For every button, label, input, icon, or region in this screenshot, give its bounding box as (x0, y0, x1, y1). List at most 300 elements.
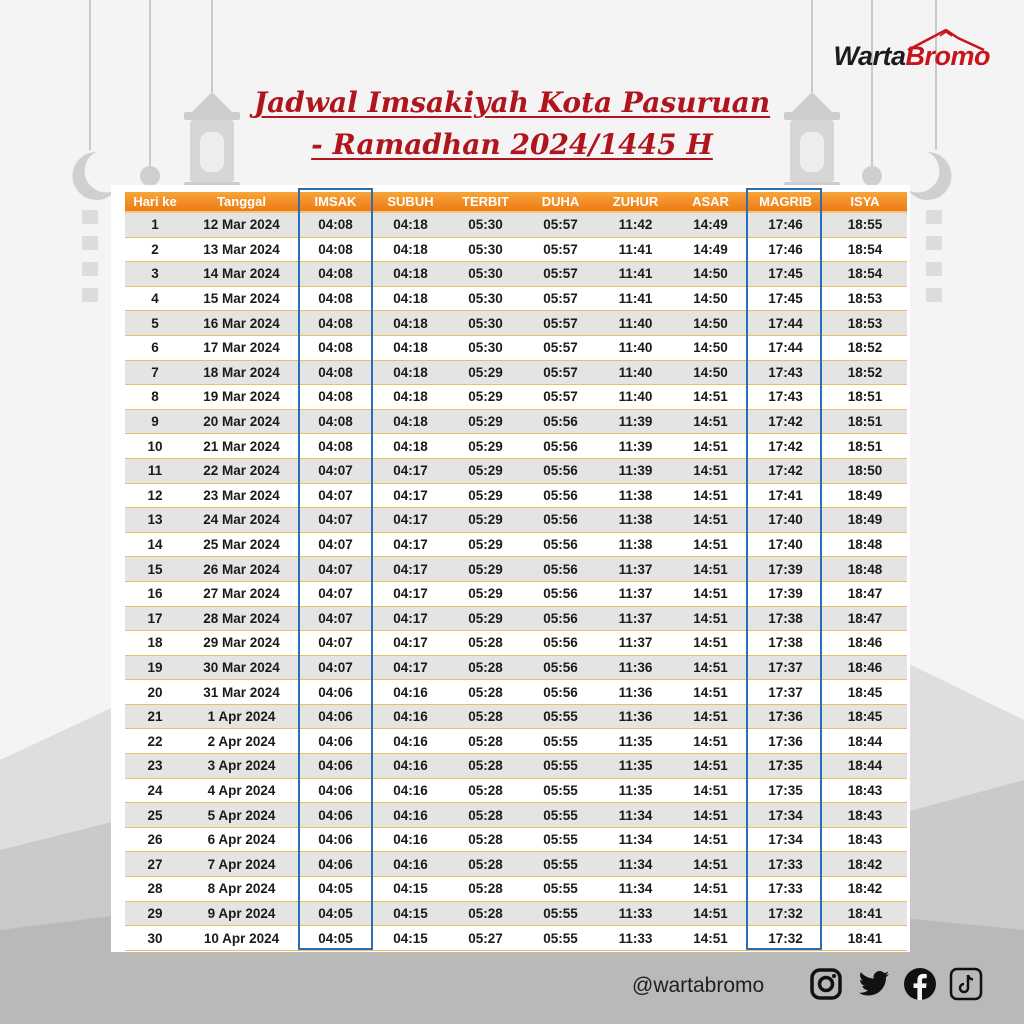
table-cell: 04:16 (373, 803, 448, 828)
table-cell: 10 (125, 434, 185, 459)
table-cell: 14:50 (673, 311, 748, 336)
table-row (125, 532, 907, 557)
table-row (125, 803, 907, 828)
logo-word-warta: Warta (833, 41, 906, 71)
facebook-icon[interactable] (902, 966, 938, 1002)
table-cell: 05:28 (448, 631, 523, 656)
table-cell: 17:33 (748, 852, 823, 877)
table-cell: 04:15 (373, 877, 448, 902)
table-cell: 17:40 (748, 532, 823, 557)
table-row (125, 557, 907, 582)
table-cell: 04:18 (373, 286, 448, 311)
table-cell: 04:08 (298, 385, 373, 410)
table-cell: 20 (125, 680, 185, 705)
table-cell: 31 Mar 2024 (185, 680, 298, 705)
table-cell: 14:51 (673, 557, 748, 582)
table-cell: 05:55 (523, 877, 598, 902)
table-cell: 17:37 (748, 680, 823, 705)
table-cell: 11:34 (598, 877, 673, 902)
table-row (125, 901, 907, 926)
table-cell: 14:50 (673, 360, 748, 385)
table-cell: 04:15 (373, 901, 448, 926)
table-cell: 05:57 (523, 360, 598, 385)
table-cell: 5 Apr 2024 (185, 803, 298, 828)
table-cell: 28 (125, 877, 185, 902)
table-cell: 05:57 (523, 335, 598, 360)
table-cell: 05:28 (448, 803, 523, 828)
table-cell: 17:33 (748, 877, 823, 902)
table-cell: 18:48 (823, 557, 907, 582)
table-cell: 05:29 (448, 532, 523, 557)
column-header: ASAR (673, 192, 748, 212)
twitter-icon[interactable] (856, 966, 892, 1002)
table-cell: 04:07 (298, 557, 373, 582)
table-cell: 21 Mar 2024 (185, 434, 298, 459)
table-cell: 18:51 (823, 409, 907, 434)
table-cell: 2 (125, 237, 185, 262)
table-row (125, 631, 907, 656)
table-cell: 11:34 (598, 852, 673, 877)
table-cell: 17:32 (748, 901, 823, 926)
table-cell: 18:54 (823, 237, 907, 262)
table-cell: 17 (125, 606, 185, 631)
table-cell: 05:57 (523, 286, 598, 311)
table-cell: 28 Mar 2024 (185, 606, 298, 631)
table-cell: 22 Mar 2024 (185, 458, 298, 483)
table-cell: 12 (125, 483, 185, 508)
table-cell: 04:16 (373, 729, 448, 754)
table-cell: 24 (125, 778, 185, 803)
table-cell: 6 Apr 2024 (185, 827, 298, 852)
column-header: Hari ke (125, 192, 185, 212)
table-row (125, 409, 907, 434)
table-row (125, 877, 907, 902)
table-row (125, 335, 907, 360)
table-cell: 14:51 (673, 606, 748, 631)
table-cell: 04:08 (298, 262, 373, 287)
table-cell: 05:30 (448, 237, 523, 262)
table-cell: 15 (125, 557, 185, 582)
column-header: Tanggal (185, 192, 298, 212)
table-row (125, 212, 907, 237)
table-cell: 18:52 (823, 335, 907, 360)
table-cell: 05:30 (448, 286, 523, 311)
table-cell: 14:49 (673, 212, 748, 237)
table-cell: 11:37 (598, 581, 673, 606)
table-cell: 18:45 (823, 680, 907, 705)
tiktok-icon[interactable] (948, 966, 984, 1002)
table-cell: 10 Apr 2024 (185, 926, 298, 951)
table-cell: 04:17 (373, 581, 448, 606)
table-cell: 05:56 (523, 409, 598, 434)
table-cell: 05:57 (523, 385, 598, 410)
table-cell: 11:34 (598, 803, 673, 828)
table-cell: 26 (125, 827, 185, 852)
table-cell: 05:57 (523, 237, 598, 262)
table-cell: 17:35 (748, 778, 823, 803)
table-cell: 05:29 (448, 434, 523, 459)
table-cell: 18:46 (823, 655, 907, 680)
table-cell: 13 Mar 2024 (185, 237, 298, 262)
table-cell: 18:54 (823, 262, 907, 287)
table-cell: 04:15 (373, 926, 448, 951)
table-cell: 18:50 (823, 458, 907, 483)
table-cell: 14:51 (673, 483, 748, 508)
table-cell: 04:08 (298, 212, 373, 237)
wartabromo-logo (770, 28, 990, 76)
table-cell: 14:51 (673, 778, 748, 803)
logo-word-bromo: Bromo (905, 41, 990, 71)
table-cell: 23 (125, 754, 185, 779)
table-cell: 04:08 (298, 335, 373, 360)
table-cell: 04:06 (298, 754, 373, 779)
table-cell: 04:07 (298, 483, 373, 508)
table-cell: 04:17 (373, 483, 448, 508)
table-row (125, 606, 907, 631)
table-cell: 04:06 (298, 680, 373, 705)
table-cell: 15 Mar 2024 (185, 286, 298, 311)
table-cell: 11:38 (598, 508, 673, 533)
table-cell: 14:51 (673, 852, 748, 877)
title-line-1: Jadwal Imsakiyah Kota Pasuruan (253, 86, 771, 119)
table-cell: 3 Apr 2024 (185, 754, 298, 779)
table-cell: 17:42 (748, 434, 823, 459)
table-cell: 17:38 (748, 606, 823, 631)
table-cell: 17:43 (748, 385, 823, 410)
table-cell: 18:41 (823, 926, 907, 951)
table-cell: 05:56 (523, 680, 598, 705)
table-cell: 04:08 (298, 237, 373, 262)
social-handle[interactable]: @wartabromo (632, 974, 765, 997)
table-cell: 14:51 (673, 458, 748, 483)
table-cell: 17:41 (748, 483, 823, 508)
table-row (125, 458, 907, 483)
table-cell: 20 Mar 2024 (185, 409, 298, 434)
table-cell: 05:28 (448, 901, 523, 926)
table-cell: 17:43 (748, 360, 823, 385)
table-cell: 04:18 (373, 212, 448, 237)
table-row (125, 508, 907, 533)
table-cell: 16 Mar 2024 (185, 311, 298, 336)
table-cell: 30 Mar 2024 (185, 655, 298, 680)
table-cell: 22 (125, 729, 185, 754)
column-header: IMSAK (298, 192, 373, 212)
table-cell: 11:42 (598, 212, 673, 237)
table-cell: 04:06 (298, 704, 373, 729)
table-cell: 05:57 (523, 311, 598, 336)
table-row (125, 385, 907, 410)
column-header: ZUHUR (598, 192, 673, 212)
table-row (125, 581, 907, 606)
table-cell: 14:50 (673, 335, 748, 360)
table-cell: 04:07 (298, 606, 373, 631)
table-cell: 05:29 (448, 483, 523, 508)
table-cell: 04:17 (373, 508, 448, 533)
table-cell: 05:55 (523, 926, 598, 951)
table-cell: 18:53 (823, 311, 907, 336)
table-cell: 27 (125, 852, 185, 877)
table-cell: 11:40 (598, 385, 673, 410)
table-cell: 11:37 (598, 557, 673, 582)
table-cell: 14:51 (673, 704, 748, 729)
table-row (125, 729, 907, 754)
table-cell: 05:56 (523, 458, 598, 483)
table-cell: 05:28 (448, 877, 523, 902)
table-cell: 14:51 (673, 926, 748, 951)
table-cell: 05:30 (448, 212, 523, 237)
table-cell: 12 Mar 2024 (185, 212, 298, 237)
table-cell: 05:55 (523, 803, 598, 828)
table-cell: 18:44 (823, 729, 907, 754)
table-cell: 04:06 (298, 778, 373, 803)
table-cell: 04:16 (373, 827, 448, 852)
table-cell: 05:28 (448, 680, 523, 705)
table-cell: 05:28 (448, 729, 523, 754)
table-cell: 14:51 (673, 631, 748, 656)
table-cell: 14:51 (673, 729, 748, 754)
table-cell: 05:55 (523, 754, 598, 779)
table-cell: 14 Mar 2024 (185, 262, 298, 287)
table-cell: 04:18 (373, 385, 448, 410)
table-cell: 05:29 (448, 385, 523, 410)
table-cell: 17:35 (748, 754, 823, 779)
table-cell: 17:45 (748, 262, 823, 287)
table-cell: 18:52 (823, 360, 907, 385)
table-cell: 11:35 (598, 754, 673, 779)
table-cell: 2 Apr 2024 (185, 729, 298, 754)
table-cell: 18:44 (823, 754, 907, 779)
table-cell: 05:57 (523, 212, 598, 237)
table-cell: 05:56 (523, 508, 598, 533)
table-cell: 05:56 (523, 434, 598, 459)
table-cell: 17:44 (748, 335, 823, 360)
table-cell: 05:56 (523, 532, 598, 557)
table-row (125, 360, 907, 385)
table-cell: 30 (125, 926, 185, 951)
table-row (125, 655, 907, 680)
table-cell: 11:34 (598, 827, 673, 852)
table-cell: 04:18 (373, 360, 448, 385)
table-cell: 6 (125, 335, 185, 360)
table-cell: 21 (125, 704, 185, 729)
table-row (125, 262, 907, 287)
table-cell: 04:06 (298, 729, 373, 754)
table-cell: 14:50 (673, 262, 748, 287)
table-cell: 05:28 (448, 852, 523, 877)
table-cell: 17:34 (748, 803, 823, 828)
table-cell: 14:51 (673, 877, 748, 902)
table-cell: 18:42 (823, 877, 907, 902)
table-cell: 11:33 (598, 901, 673, 926)
table-cell: 9 (125, 409, 185, 434)
table-cell: 05:56 (523, 631, 598, 656)
table-cell: 8 Apr 2024 (185, 877, 298, 902)
table-cell: 04:07 (298, 458, 373, 483)
table-cell: 04:17 (373, 532, 448, 557)
table-cell: 11:39 (598, 409, 673, 434)
table-cell: 17:38 (748, 631, 823, 656)
table-cell: 18:47 (823, 581, 907, 606)
table-cell: 05:56 (523, 606, 598, 631)
table-cell: 05:29 (448, 458, 523, 483)
table-cell: 05:56 (523, 557, 598, 582)
table-cell: 11:40 (598, 360, 673, 385)
table-cell: 14:51 (673, 409, 748, 434)
table-cell: 17:44 (748, 311, 823, 336)
table-cell: 05:29 (448, 557, 523, 582)
column-header: DUHA (523, 192, 598, 212)
table-row (125, 434, 907, 459)
table-cell: 04:06 (298, 803, 373, 828)
table-cell: 18 Mar 2024 (185, 360, 298, 385)
table-cell: 04:17 (373, 557, 448, 582)
table-cell: 05:55 (523, 852, 598, 877)
table-cell: 04:08 (298, 311, 373, 336)
table-cell: 04:16 (373, 778, 448, 803)
table-cell: 24 Mar 2024 (185, 508, 298, 533)
table-cell: 17 Mar 2024 (185, 335, 298, 360)
table-cell: 05:57 (523, 262, 598, 287)
table-cell: 04:06 (298, 827, 373, 852)
table-cell: 14:51 (673, 434, 748, 459)
table-cell: 11:35 (598, 778, 673, 803)
table-cell: 05:30 (448, 311, 523, 336)
table-cell: 05:55 (523, 901, 598, 926)
table-cell: 04:16 (373, 852, 448, 877)
table-cell: 7 (125, 360, 185, 385)
table-cell: 18:49 (823, 483, 907, 508)
table-cell: 04:07 (298, 532, 373, 557)
table-cell: 04:08 (298, 409, 373, 434)
page-title (0, 82, 1024, 166)
table-cell: 14:51 (673, 581, 748, 606)
table-cell: 18:51 (823, 385, 907, 410)
table-cell: 05:27 (448, 926, 523, 951)
table-cell: 18:43 (823, 778, 907, 803)
column-header: ISYA (823, 192, 907, 212)
table-cell: 19 Mar 2024 (185, 385, 298, 410)
table-cell: 18:53 (823, 286, 907, 311)
table-cell: 11:37 (598, 606, 673, 631)
table-cell: 16 (125, 581, 185, 606)
table-cell: 14:51 (673, 385, 748, 410)
table-cell: 17:32 (748, 926, 823, 951)
table-row (125, 286, 907, 311)
table-cell: 04:16 (373, 754, 448, 779)
table-cell: 05:30 (448, 262, 523, 287)
table-cell: 14 (125, 532, 185, 557)
table-row (125, 827, 907, 852)
table-cell: 14:51 (673, 655, 748, 680)
table-cell: 04:05 (298, 901, 373, 926)
column-header: MAGRIB (748, 192, 823, 212)
table-row (125, 704, 907, 729)
table-cell: 05:56 (523, 483, 598, 508)
table-cell: 17:34 (748, 827, 823, 852)
table-cell: 18:43 (823, 803, 907, 828)
table-cell: 11 (125, 458, 185, 483)
table-cell: 19 (125, 655, 185, 680)
table-cell: 14:51 (673, 901, 748, 926)
table-row (125, 926, 907, 951)
table-cell: 4 Apr 2024 (185, 778, 298, 803)
table-cell: 18:49 (823, 508, 907, 533)
table-cell: 17:46 (748, 237, 823, 262)
table-cell: 18:51 (823, 434, 907, 459)
table-cell: 14:51 (673, 532, 748, 557)
table-cell: 18 (125, 631, 185, 656)
table-cell: 13 (125, 508, 185, 533)
table-cell: 17:45 (748, 286, 823, 311)
table-cell: 05:55 (523, 827, 598, 852)
instagram-icon[interactable] (808, 966, 844, 1002)
social-icons (808, 966, 988, 1006)
table-cell: 17:36 (748, 729, 823, 754)
table-cell: 04:07 (298, 631, 373, 656)
table-cell: 14:51 (673, 803, 748, 828)
table-cell: 04:18 (373, 409, 448, 434)
table-cell: 5 (125, 311, 185, 336)
table-cell: 11:40 (598, 335, 673, 360)
table-cell: 18:47 (823, 606, 907, 631)
table-cell: 18:46 (823, 631, 907, 656)
table-cell: 05:28 (448, 704, 523, 729)
table-cell: 05:28 (448, 827, 523, 852)
table-cell: 05:56 (523, 581, 598, 606)
table-cell: 11:38 (598, 532, 673, 557)
table-cell: 9 Apr 2024 (185, 901, 298, 926)
table-cell: 05:56 (523, 655, 598, 680)
table-cell: 04:07 (298, 655, 373, 680)
table-body (125, 212, 907, 950)
table-cell: 05:28 (448, 778, 523, 803)
table-cell: 04:17 (373, 606, 448, 631)
table-cell: 17:42 (748, 458, 823, 483)
table-cell: 11:36 (598, 680, 673, 705)
table-row (125, 778, 907, 803)
table-cell: 29 Mar 2024 (185, 631, 298, 656)
table-cell: 04:08 (298, 434, 373, 459)
table-cell: 04:18 (373, 237, 448, 262)
table-header-row (125, 192, 907, 212)
table-cell: 04:16 (373, 704, 448, 729)
table-cell: 05:29 (448, 409, 523, 434)
table-cell: 05:28 (448, 754, 523, 779)
table-cell: 05:29 (448, 606, 523, 631)
table-cell: 04:05 (298, 926, 373, 951)
table-cell: 1 (125, 212, 185, 237)
table-cell: 14:50 (673, 286, 748, 311)
table-cell: 04:18 (373, 262, 448, 287)
table-cell: 14:51 (673, 680, 748, 705)
table-cell: 05:30 (448, 335, 523, 360)
table-cell: 1 Apr 2024 (185, 704, 298, 729)
table-cell: 23 Mar 2024 (185, 483, 298, 508)
table-cell: 04:17 (373, 655, 448, 680)
table-cell: 05:55 (523, 729, 598, 754)
table-cell: 18:45 (823, 704, 907, 729)
table-row (125, 483, 907, 508)
table-cell: 27 Mar 2024 (185, 581, 298, 606)
table-cell: 04:06 (298, 852, 373, 877)
logo-wordmark (833, 41, 990, 72)
table-cell: 17:42 (748, 409, 823, 434)
table-cell: 7 Apr 2024 (185, 852, 298, 877)
schedule-panel (111, 185, 910, 952)
table-cell: 29 (125, 901, 185, 926)
title-line-2: - Ramadhan 2024/1445 H (311, 128, 713, 161)
table-cell: 05:55 (523, 704, 598, 729)
